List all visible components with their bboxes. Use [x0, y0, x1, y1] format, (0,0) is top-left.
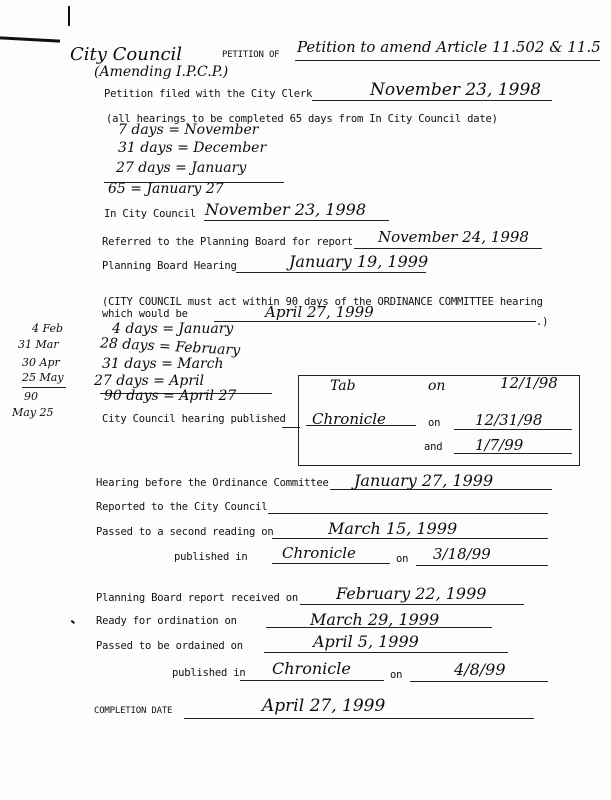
- petitioner-name: City Council: [70, 44, 183, 65]
- calc-line: 31 days = December: [118, 140, 267, 156]
- published-on: on: [428, 378, 446, 394]
- rule: [272, 538, 548, 539]
- council-note-value: April 27, 1999: [265, 303, 374, 321]
- margin-note: 25 May: [22, 371, 64, 384]
- rule: [312, 100, 552, 101]
- second-on-label: on: [396, 553, 409, 565]
- rule: [214, 321, 536, 322]
- rule: [295, 60, 600, 61]
- scan-mark: [68, 6, 70, 26]
- referred-value: November 24, 1998: [378, 228, 529, 246]
- published-on: on: [428, 417, 441, 429]
- in-council-value: November 23, 1998: [205, 200, 367, 219]
- calc-line: 31 days = March: [102, 356, 224, 372]
- second-reading-value: March 15, 1999: [328, 519, 458, 538]
- rule: [264, 652, 508, 653]
- second-on-value: 3/18/99: [433, 545, 491, 563]
- margin-note: 4 Feb: [32, 322, 64, 335]
- published-date: 12/31/98: [475, 411, 543, 429]
- ordained-published-label: published in: [172, 667, 246, 679]
- ordained-published-value: Chronicle: [272, 659, 351, 678]
- referred-label: Referred to the Planning Board for report: [102, 236, 353, 248]
- rule: [272, 563, 390, 564]
- published-date: 12/1/98: [500, 374, 558, 392]
- rule: [410, 681, 548, 682]
- completion-label: COMPLETION DATE: [94, 706, 173, 716]
- published-paper: Chronicle: [312, 410, 386, 428]
- council-note-close: .): [536, 316, 549, 328]
- calc-line: 4 days = January: [112, 321, 234, 337]
- petition-subject: Petition to amend Article 11.502 & 11.5: [297, 38, 601, 56]
- margin-note: 30 Apr: [22, 356, 60, 369]
- ordained-label: Passed to be ordained on: [96, 640, 243, 652]
- pb-report-label: Planning Board report received on: [96, 592, 299, 604]
- second-reading-label: Passed to a second reading on: [96, 526, 274, 538]
- margin-note: May 25: [12, 406, 54, 419]
- stray-mark: [71, 620, 75, 624]
- calc-line: 27 days = January: [116, 160, 247, 176]
- pb-hearing-label: Planning Board Hearing: [102, 260, 237, 272]
- ordained-on-label: on: [390, 669, 403, 681]
- petition-sub-note: (Amending I.P.C.P.): [94, 64, 229, 80]
- council-note-line1: (CITY COUNCIL must act within 90 days of the ORDINANCE COMMITTEE hearing: [102, 296, 543, 308]
- filed-value: November 23, 1998: [370, 80, 542, 100]
- rule: [184, 718, 534, 719]
- ordained-value: April 5, 1999: [313, 632, 419, 651]
- rule: [236, 272, 426, 273]
- rule: [300, 604, 524, 605]
- published-label: City Council hearing published: [102, 413, 286, 425]
- calc-line: 90 days = April 27: [104, 388, 237, 404]
- rule: [454, 429, 572, 430]
- ready-label: Ready for ordination on: [96, 615, 237, 627]
- second-published-label: published in: [174, 551, 248, 563]
- pb-hearing-value: January 19, 1999: [289, 252, 429, 271]
- margin-note: 90: [24, 390, 38, 403]
- ordained-on-value: 4/8/99: [454, 660, 506, 679]
- rule: [240, 680, 384, 681]
- rule: [204, 220, 389, 221]
- rule: [22, 387, 66, 388]
- reported-label: Reported to the City Council: [96, 501, 268, 513]
- rule: [268, 513, 548, 514]
- rule: [416, 565, 548, 566]
- calc-line: 28 days = February: [99, 335, 241, 359]
- ready-value: March 29, 1999: [310, 610, 440, 629]
- hearings-note: (all hearings to be completed 65 days from In City Council date): [106, 113, 498, 125]
- calc-line: 7 days = November: [118, 122, 259, 138]
- pb-report-value: February 22, 1999: [336, 584, 487, 603]
- rule: [354, 248, 542, 249]
- ordinance-value: January 27, 1999: [354, 471, 494, 490]
- filed-label: Petition filed with the City Clerk: [104, 88, 313, 100]
- calc-line: 65 = January 27: [108, 181, 224, 197]
- second-published-value: Chronicle: [282, 544, 356, 562]
- ordinance-label: Hearing before the Ordinance Committee: [96, 477, 329, 489]
- margin-note: 31 Mar: [18, 338, 59, 351]
- published-and: and: [424, 441, 443, 453]
- calc-line: 27 days = April: [94, 373, 205, 389]
- in-council-label: In City Council: [104, 208, 196, 220]
- completion-value: April 27, 1999: [262, 696, 386, 716]
- published-paper: Tab: [330, 378, 356, 394]
- council-note-line2: which would be: [102, 308, 188, 320]
- petition-of-label: PETITION OF: [222, 50, 280, 60]
- scan-mark: [0, 36, 60, 42]
- published-date: 1/7/99: [475, 436, 524, 454]
